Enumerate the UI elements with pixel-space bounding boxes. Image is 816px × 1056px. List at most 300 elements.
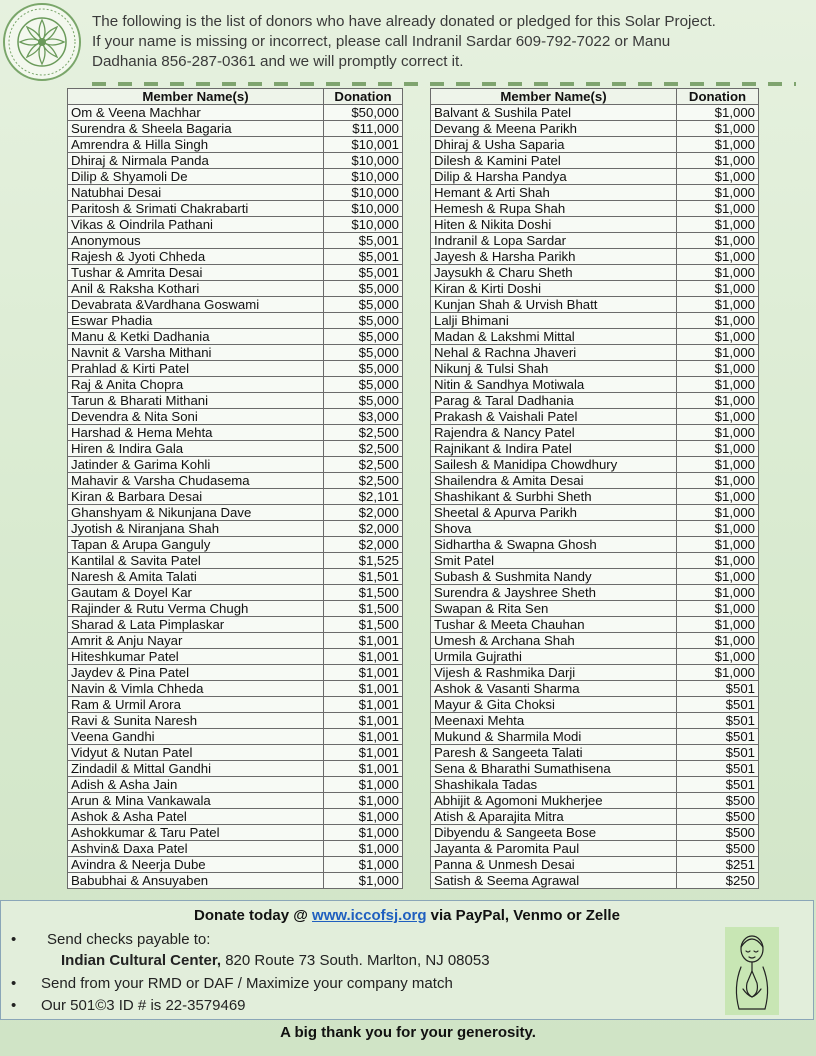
donation-amount-cell: $10,000 [324, 201, 403, 217]
table-row [68, 393, 403, 409]
member-name-cell: Mukund & Sharmila Modi [431, 729, 677, 745]
donation-amount-cell: $1,001 [324, 649, 403, 665]
website-link[interactable]: www.iccofsj.org [312, 907, 427, 924]
member-name-cell: Arun & Mina Vankawala [68, 793, 324, 809]
table-row [68, 281, 403, 297]
table-row [68, 185, 403, 201]
member-name-cell: Jyotish & Niranjana Shah [68, 521, 324, 537]
table-row [68, 793, 403, 809]
donation-amount-cell: $5,000 [324, 361, 403, 377]
table-row [431, 457, 759, 473]
table-row [431, 729, 759, 745]
member-name-cell: Anonymous [68, 233, 324, 249]
table-row [68, 537, 403, 553]
member-name-cell: Babubhai & Ansuyaben [68, 873, 324, 889]
donation-amount-cell: $1,525 [324, 553, 403, 569]
table-row [68, 569, 403, 585]
donation-amount-cell: $1,000 [677, 457, 759, 473]
donation-amount-cell: $500 [677, 809, 759, 825]
table-row [431, 153, 759, 169]
donation-amount-cell: $1,000 [677, 265, 759, 281]
donation-amount-cell: $1,000 [324, 873, 403, 889]
member-name-cell: Om & Veena Machhar [68, 105, 324, 121]
table-row [431, 873, 759, 889]
member-name-cell: Subash & Sushmita Nandy [431, 569, 677, 585]
table-row [431, 361, 759, 377]
member-name-cell: Adish & Asha Jain [68, 777, 324, 793]
table-row [431, 393, 759, 409]
member-name-cell: Jaydev & Pina Patel [68, 665, 324, 681]
member-name-cell: Manu & Ketki Dadhania [68, 329, 324, 345]
table-row [431, 665, 759, 681]
bullet-icon: • [11, 975, 17, 992]
table-row [431, 489, 759, 505]
member-name-cell: Swapan & Rita Sen [431, 601, 677, 617]
donation-amount-cell: $1,000 [677, 201, 759, 217]
donation-amount-cell: $1,000 [677, 105, 759, 121]
member-name-cell: Balvant & Sushila Patel [431, 105, 677, 121]
intro-line-3: Dadhania 856-287-0361 and we will promptly correct it. [92, 53, 464, 70]
table-row [431, 681, 759, 697]
table-row [68, 617, 403, 633]
table-row [431, 201, 759, 217]
table-row [68, 857, 403, 873]
member-name-cell: Hiten & Nikita Doshi [431, 217, 677, 233]
donation-amount-cell: $1,001 [324, 681, 403, 697]
member-name-cell: Paritosh & Srimati Chakrabarti [68, 201, 324, 217]
donation-amount-cell: $5,001 [324, 233, 403, 249]
donor-table-left [67, 88, 403, 889]
donation-amount-cell: $5,000 [324, 313, 403, 329]
donation-amount-cell: $251 [677, 857, 759, 873]
center-address: 820 Route 73 South. Marlton, NJ 08053 [221, 952, 490, 969]
table-row [431, 553, 759, 569]
table-row [431, 793, 759, 809]
donation-amount-cell: $500 [677, 825, 759, 841]
table-row [68, 761, 403, 777]
donation-amount-cell: $1,001 [324, 729, 403, 745]
member-name-cell: Rajesh & Jyoti Chheda [68, 249, 324, 265]
table-row [431, 121, 759, 137]
member-name-cell: Ram & Urmil Arora [68, 697, 324, 713]
donation-amount-cell: $1,000 [677, 505, 759, 521]
donation-amount-cell: $1,000 [324, 857, 403, 873]
rmd-line: Send from your RMD or DAF / Maximize your company match [41, 975, 453, 992]
table-row [68, 409, 403, 425]
table-row [431, 249, 759, 265]
member-name-cell: Devabrata &Vardhana Goswami [68, 297, 324, 313]
table-row [431, 473, 759, 489]
table-row [68, 137, 403, 153]
table-row [431, 697, 759, 713]
table-row [431, 345, 759, 361]
member-name-cell: Smit Patel [431, 553, 677, 569]
table-row [68, 697, 403, 713]
donation-amount-cell: $1,000 [677, 633, 759, 649]
donation-amount-cell: $1,500 [324, 617, 403, 633]
thank-you-message: A big thank you for your generosity. [280, 1024, 536, 1041]
member-name-cell: Mahavir & Varsha Chudasema [68, 473, 324, 489]
donation-amount-cell: $1,500 [324, 585, 403, 601]
member-name-cell: Vijesh & Rashmika Darji [431, 665, 677, 681]
donation-amount-cell: $1,000 [677, 473, 759, 489]
member-name-cell: Panna & Unmesh Desai [431, 857, 677, 873]
member-name-cell: Ravi & Sunita Naresh [68, 713, 324, 729]
donation-amount-cell: $1,000 [677, 585, 759, 601]
intro-line-2: If your name is missing or incorrect, please call Indranil Sardar 609-792-7022 or Manu [92, 33, 671, 50]
member-name-cell: Kiran & Kirti Doshi [431, 281, 677, 297]
donation-amount-cell: $1,000 [677, 393, 759, 409]
donation-amount-cell: $1,000 [677, 569, 759, 585]
member-name-cell: Prahlad & Kirti Patel [68, 361, 324, 377]
donation-amount-cell: $1,000 [677, 601, 759, 617]
table-row [68, 729, 403, 745]
table-row [68, 633, 403, 649]
table-row [431, 841, 759, 857]
table-row [431, 809, 759, 825]
member-name-cell: Parag & Taral Dadhania [431, 393, 677, 409]
donation-amount-cell: $10,000 [324, 185, 403, 201]
member-name-cell: Paresh & Sangeeta Talati [431, 745, 677, 761]
donation-amount-cell: $5,000 [324, 297, 403, 313]
member-name-cell: Dilesh & Kamini Patel [431, 153, 677, 169]
table-row [431, 137, 759, 153]
donation-amount-cell: $501 [677, 745, 759, 761]
table-row [68, 521, 403, 537]
donate-suffix: via PayPal, Venmo or Zelle [426, 907, 620, 924]
donation-amount-cell: $5,000 [324, 345, 403, 361]
member-name-cell: Madan & Lakshmi Mittal [431, 329, 677, 345]
table-row [431, 537, 759, 553]
member-name-cell: Meenaxi Mehta [431, 713, 677, 729]
member-name-cell: Shashikala Tadas [431, 777, 677, 793]
member-name-cell: Sena & Bharathi Sumathisena [431, 761, 677, 777]
member-name-cell: Umesh & Archana Shah [431, 633, 677, 649]
member-name-cell: Surendra & Sheela Bagaria [68, 121, 324, 137]
member-name-cell: Eswar Phadia [68, 313, 324, 329]
member-name-cell: Dibyendu & Sangeeta Bose [431, 825, 677, 841]
table-row [68, 249, 403, 265]
header-member-names: Member Name(s) [431, 89, 677, 105]
member-name-cell: Dhiraj & Usha Saparia [431, 137, 677, 153]
member-name-cell: Sharad & Lata Pimplaskar [68, 617, 324, 633]
donation-amount-cell: $1,000 [324, 841, 403, 857]
bullet-icon: • [11, 997, 17, 1014]
member-name-cell: Hemesh & Rupa Shah [431, 201, 677, 217]
table-row [68, 825, 403, 841]
header-donation: Donation [324, 89, 403, 105]
member-name-cell: Shashikant & Surbhi Sheth [431, 489, 677, 505]
table-row [68, 489, 403, 505]
donation-amount-cell: $2,500 [324, 473, 403, 489]
donation-amount-cell: $1,000 [677, 489, 759, 505]
donation-amount-cell: $2,000 [324, 505, 403, 521]
member-name-cell: Tarun & Bharati Mithani [68, 393, 324, 409]
table-row [68, 681, 403, 697]
donor-table-right [430, 88, 759, 889]
donation-amount-cell: $1,000 [677, 425, 759, 441]
center-address-line [61, 952, 490, 969]
donation-amount-cell: $1,000 [677, 665, 759, 681]
member-name-cell: Rajinder & Rutu Verma Chugh [68, 601, 324, 617]
donation-amount-cell: $501 [677, 729, 759, 745]
member-name-cell: Natubhai Desai [68, 185, 324, 201]
member-name-cell: Jayesh & Harsha Parikh [431, 249, 677, 265]
donation-amount-cell: $1,000 [677, 409, 759, 425]
donation-amount-cell: $250 [677, 873, 759, 889]
table-row [431, 617, 759, 633]
table-row [431, 217, 759, 233]
donation-amount-cell: $1,000 [324, 793, 403, 809]
table-row [68, 121, 403, 137]
member-name-cell: Mayur & Gita Choksi [431, 697, 677, 713]
member-name-cell: Jayanta & Paromita Paul [431, 841, 677, 857]
table-row [68, 473, 403, 489]
donation-amount-cell: $2,000 [324, 521, 403, 537]
donation-amount-cell: $1,000 [677, 537, 759, 553]
donation-amount-cell: $2,101 [324, 489, 403, 505]
donation-amount-cell: $1,000 [677, 233, 759, 249]
member-name-cell: Hiteshkumar Patel [68, 649, 324, 665]
donor-table-right-body [431, 105, 759, 889]
donation-amount-cell: $1,000 [677, 313, 759, 329]
member-name-cell: Nikunj & Tulsi Shah [431, 361, 677, 377]
donation-amount-cell: $1,000 [677, 345, 759, 361]
donation-amount-cell: $1,000 [677, 185, 759, 201]
member-name-cell: Urmila Gujrathi [431, 649, 677, 665]
table-row [68, 297, 403, 313]
member-name-cell: Anil & Raksha Kothari [68, 281, 324, 297]
header-donation: Donation [677, 89, 759, 105]
decorative-dashed-divider [92, 82, 796, 86]
header-member-names: Member Name(s) [68, 89, 324, 105]
donation-amount-cell: $5,001 [324, 265, 403, 281]
donation-amount-cell: $5,000 [324, 281, 403, 297]
table-row [431, 857, 759, 873]
member-name-cell: Tushar & Amrita Desai [68, 265, 324, 281]
donation-amount-cell: $3,000 [324, 409, 403, 425]
donation-amount-cell: $501 [677, 697, 759, 713]
table-row [431, 409, 759, 425]
table-row [68, 585, 403, 601]
member-name-cell: Shailendra & Amita Desai [431, 473, 677, 489]
donation-amount-cell: $1,000 [324, 825, 403, 841]
member-name-cell: Nehal & Rachna Jhaveri [431, 345, 677, 361]
donation-amount-cell: $1,001 [324, 745, 403, 761]
donation-amount-cell: $1,000 [677, 553, 759, 569]
donor-table-left-body [68, 105, 403, 889]
member-name-cell: Amrit & Anju Nayar [68, 633, 324, 649]
donate-line [1, 907, 813, 924]
donation-amount-cell: $1,001 [324, 665, 403, 681]
member-name-cell: Gautam & Doyel Kar [68, 585, 324, 601]
donation-amount-cell: $5,000 [324, 393, 403, 409]
table-row [68, 361, 403, 377]
table-row [431, 105, 759, 121]
donation-amount-cell: $1,000 [677, 617, 759, 633]
table-row [431, 297, 759, 313]
donation-amount-cell: $1,000 [677, 377, 759, 393]
table-row [68, 217, 403, 233]
donation-amount-cell: $1,000 [677, 137, 759, 153]
donation-amount-cell: $1,000 [677, 521, 759, 537]
member-name-cell: Sailesh & Manidipa Chowdhury [431, 457, 677, 473]
donation-amount-cell: $11,000 [324, 121, 403, 137]
member-name-cell: Navnit & Varsha Mithani [68, 345, 324, 361]
donation-amount-cell: $1,000 [677, 329, 759, 345]
donation-amount-cell: $500 [677, 841, 759, 857]
donation-amount-cell: $1,000 [677, 361, 759, 377]
table-row [68, 649, 403, 665]
bullet-icon: • [11, 931, 17, 948]
table-row [68, 745, 403, 761]
member-name-cell: Rajendra & Nancy Patel [431, 425, 677, 441]
donation-amount-cell: $2,000 [324, 537, 403, 553]
intro-line-1: The following is the list of donors who have already donated or pledged for this Solar Project. [92, 13, 716, 30]
donation-info-box [0, 900, 814, 1020]
table-row [68, 425, 403, 441]
table-row [431, 233, 759, 249]
donation-amount-cell: $1,000 [677, 297, 759, 313]
table-row [68, 601, 403, 617]
table-row [431, 633, 759, 649]
member-name-cell: Ashok & Vasanti Sharma [431, 681, 677, 697]
table-row [68, 169, 403, 185]
donation-amount-cell: $2,500 [324, 441, 403, 457]
table-row [431, 745, 759, 761]
table-row [431, 825, 759, 841]
table-row [431, 425, 759, 441]
table-row [68, 665, 403, 681]
donation-amount-cell: $10,000 [324, 217, 403, 233]
member-name-cell: Vikas & Oindrila Pathani [68, 217, 324, 233]
donation-amount-cell: $1,000 [677, 121, 759, 137]
table-row [431, 313, 759, 329]
intro-text [92, 12, 807, 72]
member-name-cell: Dhiraj & Nirmala Panda [68, 153, 324, 169]
checks-line: Send checks payable to: [47, 931, 211, 948]
member-name-cell: Ashvin& Daxa Patel [68, 841, 324, 857]
donation-amount-cell: $10,000 [324, 169, 403, 185]
member-name-cell: Ashok & Asha Patel [68, 809, 324, 825]
member-name-cell: Jaysukh & Charu Sheth [431, 265, 677, 281]
member-name-cell: Amrendra & Hilla Singh [68, 137, 324, 153]
member-name-cell: Indranil & Lopa Sardar [431, 233, 677, 249]
table-row [68, 153, 403, 169]
table-row [431, 281, 759, 297]
member-name-cell: Dilip & Harsha Pandya [431, 169, 677, 185]
member-name-cell: Sidhartha & Swapna Ghosh [431, 537, 677, 553]
table-row [431, 601, 759, 617]
donation-amount-cell: $1,001 [324, 761, 403, 777]
member-name-cell: Prakash & Vaishali Patel [431, 409, 677, 425]
member-name-cell: Tapan & Arupa Ganguly [68, 537, 324, 553]
center-name: Indian Cultural Center, [61, 952, 222, 969]
member-name-cell: Satish & Seema Agrawal [431, 873, 677, 889]
member-name-cell: Rajnikant & Indira Patel [431, 441, 677, 457]
member-name-cell: Raj & Anita Chopra [68, 377, 324, 393]
member-name-cell: Devang & Meena Parikh [431, 121, 677, 137]
member-name-cell: Hiren & Indira Gala [68, 441, 324, 457]
member-name-cell: Avindra & Neerja Dube [68, 857, 324, 873]
member-name-cell: Abhijit & Agomoni Mukherjee [431, 793, 677, 809]
donation-amount-cell: $1,000 [677, 153, 759, 169]
member-name-cell: Kiran & Barbara Desai [68, 489, 324, 505]
table-row [431, 265, 759, 281]
donation-amount-cell: $50,000 [324, 105, 403, 121]
donation-amount-cell: $501 [677, 713, 759, 729]
donation-amount-cell: $501 [677, 777, 759, 793]
table-row [68, 345, 403, 361]
donation-amount-cell: $10,001 [324, 137, 403, 153]
table-row [431, 569, 759, 585]
donation-amount-cell: $10,000 [324, 153, 403, 169]
donation-amount-cell: $501 [677, 681, 759, 697]
member-name-cell: Zindadil & Mittal Gandhi [68, 761, 324, 777]
donation-amount-cell: $501 [677, 761, 759, 777]
donation-amount-cell: $500 [677, 793, 759, 809]
member-name-cell: Nitin & Sandhya Motiwala [431, 377, 677, 393]
donation-amount-cell: $1,000 [677, 441, 759, 457]
donation-amount-cell: $1,000 [677, 649, 759, 665]
member-name-cell: Ashokkumar & Taru Patel [68, 825, 324, 841]
donation-amount-cell: $1,501 [324, 569, 403, 585]
member-name-cell: Surendra & Jayshree Sheth [431, 585, 677, 601]
member-name-cell: Kantilal & Savita Patel [68, 553, 324, 569]
table-row [431, 713, 759, 729]
namaste-figure-icon [725, 927, 779, 1015]
donation-amount-cell: $1,000 [324, 777, 403, 793]
member-name-cell: Hemant & Arti Shah [431, 185, 677, 201]
member-name-cell: Kunjan Shah & Urvish Bhatt [431, 297, 677, 313]
donation-amount-cell: $1,000 [677, 249, 759, 265]
member-name-cell: Devendra & Nita Soni [68, 409, 324, 425]
donation-amount-cell: $2,500 [324, 457, 403, 473]
table-row [68, 105, 403, 121]
table-row [431, 169, 759, 185]
table-row [68, 809, 403, 825]
member-name-cell: Naresh & Amita Talati [68, 569, 324, 585]
member-name-cell: Navin & Vimla Chheda [68, 681, 324, 697]
table-row [68, 553, 403, 569]
table-header-row [68, 89, 403, 105]
table-row [431, 441, 759, 457]
donation-amount-cell: $1,001 [324, 697, 403, 713]
donation-amount-cell: $1,500 [324, 601, 403, 617]
member-name-cell: Dilip & Shyamoli De [68, 169, 324, 185]
member-name-cell: Lalji Bhimani [431, 313, 677, 329]
donation-amount-cell: $1,000 [677, 281, 759, 297]
table-row [431, 521, 759, 537]
table-row [68, 873, 403, 889]
table-row [68, 457, 403, 473]
tax-id-line: Our 501©3 ID # is 22-3579469 [41, 997, 246, 1014]
member-name-cell: Sheetal & Apurva Parikh [431, 505, 677, 521]
organization-seal-icon [2, 2, 82, 82]
table-row [68, 505, 403, 521]
donation-amount-cell: $5,000 [324, 377, 403, 393]
donation-amount-cell: $1,001 [324, 713, 403, 729]
table-row [68, 201, 403, 217]
table-row [431, 649, 759, 665]
table-row [68, 713, 403, 729]
donation-amount-cell: $2,500 [324, 425, 403, 441]
table-row [68, 313, 403, 329]
member-name-cell: Vidyut & Nutan Patel [68, 745, 324, 761]
table-row [431, 505, 759, 521]
member-name-cell: Atish & Aparajita Mitra [431, 809, 677, 825]
donation-amount-cell: $1,001 [324, 633, 403, 649]
